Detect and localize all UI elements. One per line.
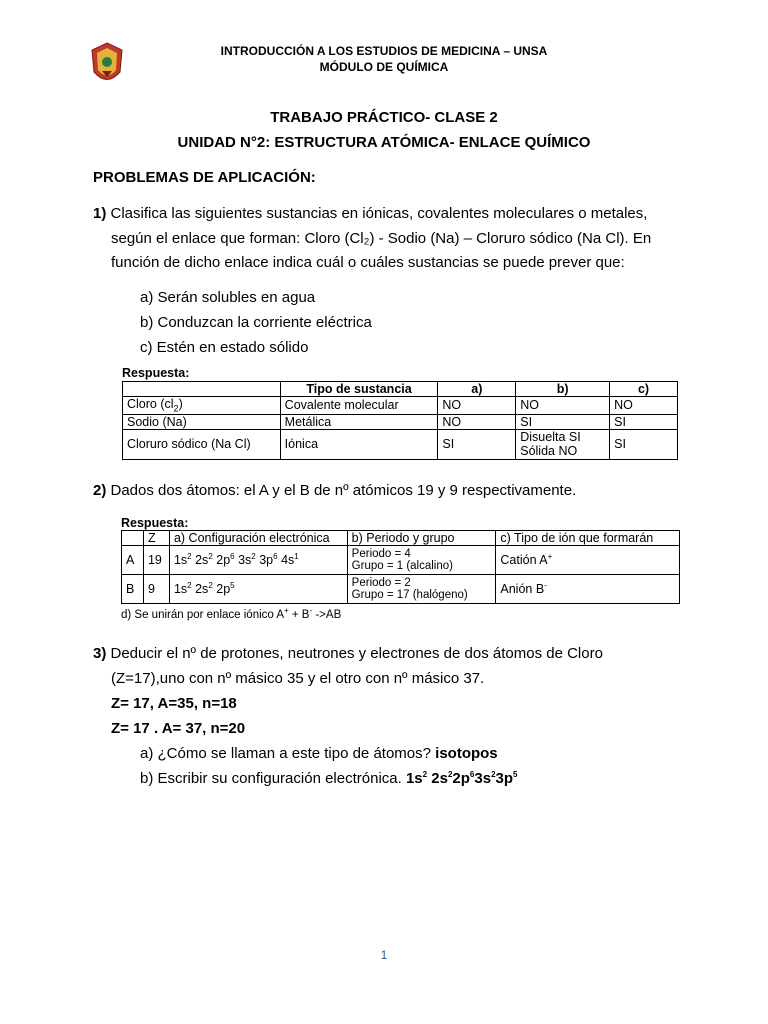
table-cell: SI: [516, 414, 610, 429]
problem-1-line-3: función de dicho enlace indica cuál o cuáles sustancias se puede prever que:: [111, 254, 625, 271]
cell-line: Periodo = 2: [351, 577, 411, 589]
page-number: 1: [380, 948, 388, 962]
problem-3-answer-2: Z= 17 . A= 37, n=20: [111, 720, 246, 737]
table-cell: SI: [610, 429, 678, 459]
section-heading: PROBLEMAS DE APLICACIÓN:: [93, 169, 316, 186]
table-row: [123, 429, 678, 459]
table-cell: A: [122, 546, 144, 575]
problem-2-line: [93, 482, 576, 499]
cell-text: Catión A: [500, 553, 548, 568]
table-cell: 19: [143, 546, 169, 575]
electron-configuration-cell: $1s^2$ $2s^2$ $2p^5$: [169, 575, 347, 604]
table-cell: [123, 397, 281, 415]
answer-label-1: Respuesta:: [122, 366, 190, 380]
item-text: a) ¿Cómo se llaman a este tipo de átomos?: [140, 745, 436, 762]
electron-configuration-answer: $1s^2$ $2s^22p^63s^23p^5$: [405, 770, 518, 787]
problem-2-number: 2): [93, 482, 107, 499]
cell-line: Disuelta SI: [520, 430, 581, 444]
answer-label-2: Respuesta:: [121, 516, 189, 530]
table-cell: NO: [438, 397, 516, 415]
table-cell: NO: [610, 397, 678, 415]
cell-text: Cloro (cl: [127, 397, 174, 411]
table-cell: B: [122, 575, 144, 604]
table-cell: SI: [610, 414, 678, 429]
table-header-cell: [122, 531, 144, 546]
table-header-cell: b): [516, 382, 610, 397]
note-text: d) Se unirán por enlace iónico A: [121, 608, 285, 621]
table-cell: 9: [143, 575, 169, 604]
cell-text: ): [178, 397, 183, 411]
table-header-cell: Z: [143, 531, 169, 546]
table-row: [123, 414, 678, 429]
table-cell: NO: [516, 397, 610, 415]
table-header-cell: [123, 382, 281, 397]
ionic-bond-note: d) Se unirán por enlace iónico A+ + B- ->AB: [121, 606, 342, 621]
table-cell: [347, 546, 496, 575]
table-cell: [516, 429, 610, 459]
problem-3-item-b: [140, 770, 517, 787]
table-cell: SI: [438, 429, 516, 459]
problem-3-line-2: (Z=17),uno con nº másico 35 y el otro con nº másico 37.: [111, 670, 485, 687]
table-header-cell: a): [438, 382, 516, 397]
cell-line: Sólida NO: [520, 444, 578, 458]
table-cell: [347, 575, 496, 604]
header-line-1: INTRODUCCIÓN A LOS ESTUDIOS DE MEDICINA – UNSA: [220, 44, 548, 58]
problem-1-text-1: Clasifica las siguientes sustancias en iónicas, covalentes moleculares o metales,: [106, 205, 648, 222]
cell-line: Grupo = 17 (halógeno): [351, 589, 468, 601]
problem-3-item-a: [140, 745, 498, 762]
problem-1-item-b: b) Conduzcan la corriente eléctrica: [140, 314, 372, 331]
atoms-table: [121, 530, 680, 604]
table-cell: Covalente molecular: [280, 397, 438, 415]
electron-configuration-cell: $1s^2$ $2s^2$ $2p^6$ $3s^2$ $3p^6$ $4s^1$: [169, 546, 347, 575]
problem-1-item-c: c) Estén en estado sólido: [140, 339, 309, 356]
substance-table: [122, 381, 678, 460]
table-cell: Anión B-: [496, 575, 680, 604]
table-header-cell: c): [610, 382, 678, 397]
problem-1-line-2: según el enlace que forman: Cloro (Cl₂) - Sodio (Na) – Cloruro sódico (Na Cl). En: [111, 230, 652, 247]
item-text: b) Escribir su configuración electrónica.: [140, 770, 406, 787]
unit-title: UNIDAD N°2: ESTRUCTURA ATÓMICA- ENLACE QUÍMICO: [177, 134, 591, 151]
problem-3-line-1: [93, 645, 603, 662]
item-answer: isotopos: [435, 745, 498, 762]
table-cell: Catión A+: [496, 546, 680, 575]
table-cell: Cloruro sódico (Na Cl): [123, 429, 281, 459]
table-row: [122, 575, 680, 604]
problem-2-text: Dados dos átomos: el A y el B de nº atómicos 19 y 9 respectivamente.: [106, 482, 577, 499]
cell-line: Grupo = 1 (alcalino): [351, 560, 453, 572]
table-cell: Sodio (Na): [123, 414, 281, 429]
table-header-cell: b) Periodo y grupo: [347, 531, 496, 546]
problem-1-number: 1): [93, 205, 107, 222]
substance-table-header: [123, 382, 678, 397]
cell-line: Periodo = 4: [351, 548, 411, 560]
table-header-cell: Tipo de sustancia: [280, 382, 438, 397]
table-cell: Iónica: [280, 429, 438, 459]
problem-1-item-a: a) Serán solubles en agua: [140, 289, 316, 306]
table-cell: NO: [438, 414, 516, 429]
table-cell: Metálica: [280, 414, 438, 429]
problem-3-answer-1: Z= 17, A=35, n=18: [111, 695, 237, 712]
table-row: [122, 546, 680, 575]
problem-3-text-1: Deducir el nº de protones, neutrones y electrones de dos átomos de Cloro: [106, 645, 603, 662]
table-row: [123, 397, 678, 415]
cell-text: Anión B: [500, 582, 545, 597]
table-header-cell: a) Configuración electrónica: [169, 531, 347, 546]
table-header-cell: c) Tipo de ión que formarán: [496, 531, 680, 546]
atoms-table-header: [122, 531, 680, 546]
problem-1-line-1: [93, 205, 647, 222]
header-line-2: MÓDULO DE QUÍMICA: [319, 60, 449, 74]
problem-3-number: 3): [93, 645, 107, 662]
cell-subscript: 2: [173, 403, 179, 414]
document-title: TRABAJO PRÁCTICO- CLASE 2: [270, 109, 498, 126]
